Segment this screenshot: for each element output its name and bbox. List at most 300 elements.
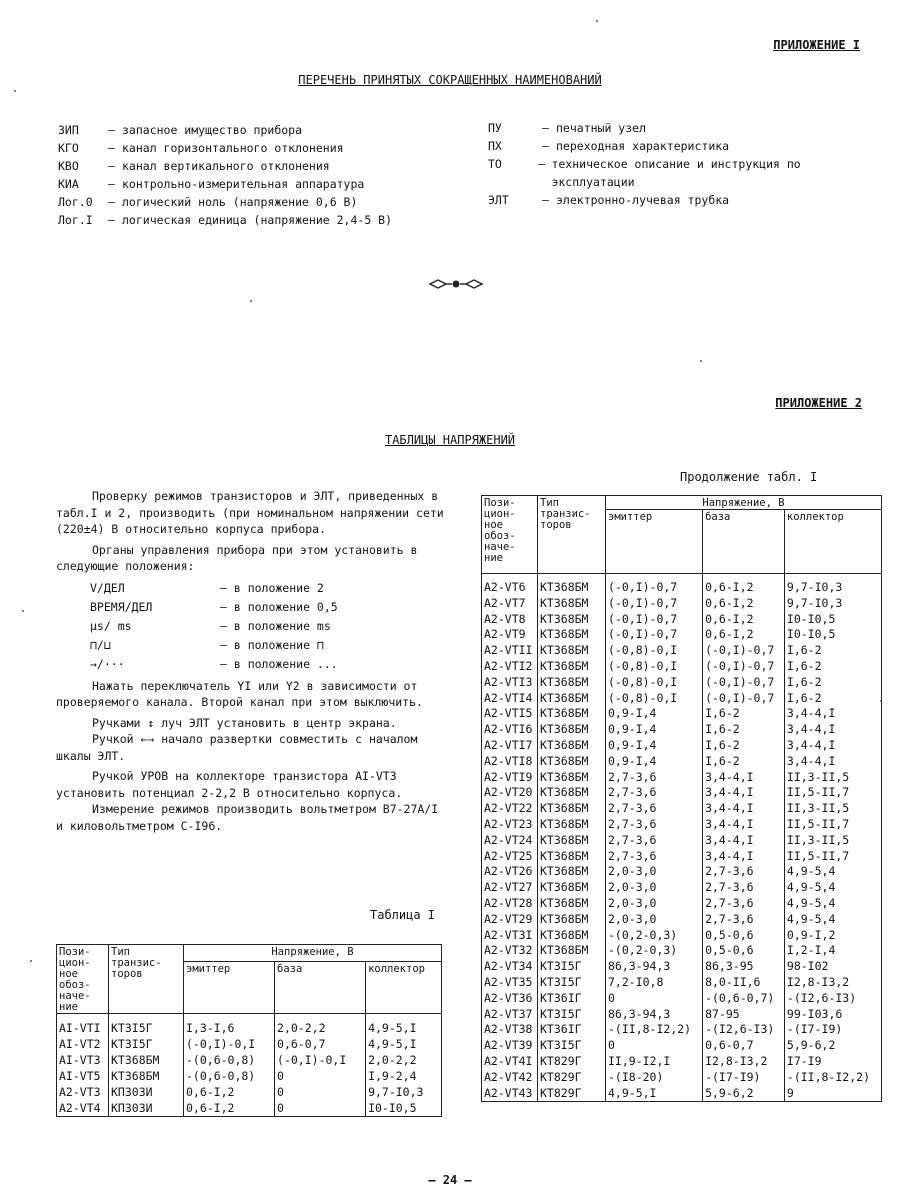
cell-type: КТ3I5Г: [538, 1007, 606, 1023]
cell-position: A2-VTI4: [482, 691, 538, 707]
cell-emitter: 86,3-94,3: [606, 1007, 703, 1023]
control-position-row: [56, 636, 446, 655]
appendix2-title: ТАБЛИЦЫ НАПРЯЖЕНИЙ: [384, 433, 516, 447]
cell-type: КТ368БМ: [109, 1068, 184, 1084]
abbr-left-row: [58, 193, 478, 211]
cell-emitter: 2,7-3,6: [606, 801, 703, 817]
header-voltage: Напряжение, В: [184, 945, 442, 962]
cell-collector: 3,4-4,I: [784, 722, 881, 738]
cell-collector: 4,9-5,4: [784, 864, 881, 880]
cell-emitter: -(0,2-0,3): [606, 928, 703, 944]
table-row: [482, 627, 882, 643]
cell-type: КТ368БМ: [538, 738, 606, 754]
cell-emitter: (-0,I)-0,7: [606, 627, 703, 643]
table-row: [482, 722, 882, 738]
abbr-right-row: [488, 191, 868, 209]
cell-position: A2-VT27: [482, 880, 538, 896]
cell-position: A2-VT9: [482, 627, 538, 643]
cell-emitter: (-0,8)-0,I: [606, 643, 703, 659]
cell-type: КТ3I5Г: [538, 959, 606, 975]
abbr-right-row: [488, 119, 868, 137]
abbr-dash: –: [108, 195, 115, 209]
table1-caption: Таблица I: [370, 908, 436, 922]
table-row: [482, 975, 882, 991]
abbr-code: КВО: [58, 159, 79, 173]
abbr-right-row: [488, 137, 868, 155]
cell-collector: II,3-II,5: [784, 833, 881, 849]
table-row: [482, 1054, 882, 1070]
header-base: база: [275, 962, 366, 1014]
cell-collector: 4,9-5,4: [784, 912, 881, 928]
cell-base: I,6-2: [703, 706, 785, 722]
cell-collector: I,6-2: [784, 691, 881, 707]
cell-emitter: 0,6-I,2: [184, 1100, 275, 1117]
cell-position: A2-VT34: [482, 959, 538, 975]
paragraph-level-knob: Ручкой УРОВ на коллекторе транзистора AI-VT3 установить потенциал 2-2,2 В относительно корпуса.: [56, 769, 403, 800]
cell-base: -(I2,6-I3): [703, 1022, 785, 1038]
cell-emitter: -(0,6-0,8): [184, 1068, 275, 1084]
cell-base: 5,9-6,2: [703, 1086, 785, 1102]
cell-base: 0: [275, 1084, 366, 1100]
cell-collector: I,9-2,4: [366, 1068, 442, 1084]
cell-base: 0,6-I,2: [703, 612, 785, 628]
abbr-description: контрольно-измерительная аппаратура: [122, 177, 365, 191]
control-name: ⊓/⊔: [90, 637, 111, 652]
cell-emitter: 2,7-3,6: [606, 770, 703, 786]
cell-emitter: 2,0-3,0: [606, 864, 703, 880]
abbr-description: электронно-лучевая трубка: [556, 193, 730, 207]
abbr-description: логическая единица (напряжение 2,4-5 В): [122, 213, 393, 227]
cell-position: A2-VT22: [482, 801, 538, 817]
cell-position: A2-VT39: [482, 1038, 538, 1054]
cell-emitter: (-0,8)-0,I: [606, 659, 703, 675]
cell-position: AI-VTI: [57, 1014, 109, 1037]
cell-collector: -(II,8-I2,2): [784, 1070, 881, 1086]
abbr-code: ЗИП: [58, 123, 79, 137]
table-row: [482, 991, 882, 1007]
instructions-text: [56, 488, 446, 834]
section-divider-ornament: [428, 276, 484, 292]
control-position: – в положение ms: [220, 618, 331, 633]
control-position: – в положение ⊓: [220, 637, 324, 652]
abbr-code: Лог.0: [58, 195, 93, 209]
cell-collector: -(I7-I9): [784, 1022, 881, 1038]
cell-emitter: (-0,8)-0,I: [606, 691, 703, 707]
cell-position: AI-VT5: [57, 1068, 109, 1084]
cell-emitter: -(II,8-I2,2): [606, 1022, 703, 1038]
cell-emitter: 0,6-I,2: [184, 1084, 275, 1100]
table-row: [482, 817, 882, 833]
header-position: Пози- цион- ное обоз- наче- ние: [482, 496, 538, 574]
cell-collector: 3,4-4,I: [784, 754, 881, 770]
table-row: [482, 1070, 882, 1086]
cell-position: A2-VT23: [482, 817, 538, 833]
table-row: [482, 596, 882, 612]
cell-collector: I,6-2: [784, 675, 881, 691]
table-row: [482, 880, 882, 896]
abbr-dash: –: [108, 123, 115, 137]
paragraph-beam-center: Ручками ↕ луч ЭЛТ установить в центр экрана.: [92, 715, 397, 730]
cell-base: 2,7-3,6: [703, 880, 785, 896]
cell-base: 3,4-4,I: [703, 770, 785, 786]
cell-base: 2,7-3,6: [703, 912, 785, 928]
cell-base: 0,6-0,7: [275, 1036, 366, 1052]
control-position-row: [56, 617, 446, 636]
table-row: [482, 849, 882, 865]
table-row: [482, 574, 882, 596]
cell-base: I2,8-I3,2: [703, 1054, 785, 1070]
cell-base: 0,5-0,6: [703, 943, 785, 959]
cell-position: A2-VTII: [482, 643, 538, 659]
abbr-dash: –: [108, 213, 115, 227]
cell-position: A2-VTI3: [482, 675, 538, 691]
cell-collector: 4,9-5,4: [784, 880, 881, 896]
cell-collector: 9,7-I0,3: [784, 574, 881, 596]
cell-type: КТ36IГ: [538, 1022, 606, 1038]
cell-emitter: 0,9-I,4: [606, 722, 703, 738]
cell-type: КТ829Г: [538, 1070, 606, 1086]
cell-position: A2-VTI2: [482, 659, 538, 675]
cell-type: КТ368БМ: [538, 706, 606, 722]
cell-emitter: 0,9-I,4: [606, 754, 703, 770]
control-position-row: [56, 579, 446, 598]
cell-position: A2-VT3I: [482, 928, 538, 944]
cell-collector: 99-I03,6: [784, 1007, 881, 1023]
cell-emitter: 2,7-3,6: [606, 833, 703, 849]
abbr-left-row: [58, 157, 478, 175]
cell-type: КТ368БМ: [538, 722, 606, 738]
table-row: [482, 1007, 882, 1023]
abbr-description: переходная характеристика: [556, 139, 730, 153]
cell-emitter: (-0,I)-0,7: [606, 612, 703, 628]
table-row: [482, 1086, 882, 1102]
cell-base: 8,0-II,6: [703, 975, 785, 991]
cell-collector: I0-I0,5: [784, 627, 881, 643]
cell-base: 0,5-0,6: [703, 928, 785, 944]
header-base: база: [703, 510, 785, 574]
cell-position: A2-VT38: [482, 1022, 538, 1038]
abbr-code: ПХ: [488, 139, 502, 153]
cell-type: КТ368БМ: [538, 643, 606, 659]
cell-collector: 4,9-5,4: [784, 896, 881, 912]
table-row: [482, 959, 882, 975]
cell-emitter: 2,7-3,6: [606, 817, 703, 833]
abbr-code: ЭЛТ: [488, 193, 509, 207]
voltage-table-1: [56, 944, 442, 1117]
cell-type: КТ368БМ: [538, 849, 606, 865]
abbr-description: канал вертикального отклонения: [122, 159, 330, 173]
cell-emitter: II,9-I2,I: [606, 1054, 703, 1070]
cell-position: A2-VT4: [57, 1100, 109, 1117]
table-row: [482, 659, 882, 675]
cell-base: (-0,I)-0,7: [703, 675, 785, 691]
header-position: Пози- цион- ное обоз- наче- ние: [57, 945, 109, 1014]
control-name: V/ДЕЛ: [90, 580, 125, 595]
cell-position: A2-VT25: [482, 849, 538, 865]
table-row: [482, 801, 882, 817]
header-collector: коллектор: [784, 510, 881, 574]
cell-base: (-0,I)-0,7: [703, 643, 785, 659]
cell-type: КТ368БМ: [538, 817, 606, 833]
abbr-left-row: [58, 139, 478, 157]
page-number: – 24 –: [428, 1173, 472, 1187]
control-position: – в положение 0,5: [220, 599, 338, 614]
table-row: [57, 1068, 442, 1084]
table1-body: [57, 1014, 442, 1117]
cell-position: A2-VT8: [482, 612, 538, 628]
cell-position: A2-VT3: [57, 1084, 109, 1100]
cell-type: КП303И: [109, 1084, 184, 1100]
table-row: [482, 864, 882, 880]
abbr-code: ПУ: [488, 121, 502, 135]
table-row: [57, 1036, 442, 1052]
cell-position: A2-VTI9: [482, 770, 538, 786]
cell-collector: 0,9-I,2: [784, 928, 881, 944]
table-row: [57, 1084, 442, 1100]
abbr-code: Лог.I: [58, 213, 93, 227]
abbr-dash: –: [108, 141, 115, 155]
cell-emitter: -(I8-20): [606, 1070, 703, 1086]
abbr-description: канал горизонтального отклонения: [122, 141, 344, 155]
abbr-code: КГО: [58, 141, 79, 155]
header-transistor-type: Тип транзис- торов: [109, 945, 184, 1014]
cell-collector: -(I2,6-I3): [784, 991, 881, 1007]
table2-body: [482, 574, 882, 1102]
cell-base: 3,4-4,I: [703, 849, 785, 865]
cell-collector: 5,9-6,2: [784, 1038, 881, 1054]
cell-type: КТ368БМ: [538, 785, 606, 801]
paragraph-sweep-start: Ручкой ←→ начало развертки совместить с началом шкалы ЭЛТ.: [56, 732, 418, 763]
table-row: [482, 612, 882, 628]
cell-base: 0,6-0,7: [703, 1038, 785, 1054]
paragraph-switch-channel: Нажать переключатель YI или Y2 в зависимости от проверяемого канала. Второй канал при этом выключить.: [56, 678, 423, 709]
cell-position: A2-VT42: [482, 1070, 538, 1086]
cell-emitter: 4,9-5,I: [606, 1086, 703, 1102]
control-name: µs/ ms: [90, 618, 132, 633]
cell-base: 2,7-3,6: [703, 896, 785, 912]
cell-collector: I,6-2: [784, 643, 881, 659]
cell-type: КП303И: [109, 1100, 184, 1117]
cell-emitter: 7,2-I0,8: [606, 975, 703, 991]
cell-emitter: 2,0-3,0: [606, 912, 703, 928]
cell-emitter: (-0,I)-0,7: [606, 596, 703, 612]
cell-emitter: (-0,I)-0,7: [606, 574, 703, 596]
table-row: [482, 1022, 882, 1038]
abbr-right-row: [488, 155, 868, 191]
cell-type: КТ368БМ: [538, 770, 606, 786]
cell-position: A2-VT4I: [482, 1054, 538, 1070]
cell-collector: I7-I9: [784, 1054, 881, 1070]
cell-type: КТ368БМ: [538, 801, 606, 817]
cell-collector: II,3-II,5: [784, 770, 881, 786]
table-row: [482, 675, 882, 691]
header-transistor-type: Тип транзис- торов: [538, 496, 606, 574]
abbr-left-row: [58, 121, 478, 139]
cell-type: КТ368БМ: [538, 659, 606, 675]
abbr-dash: –: [542, 139, 549, 153]
table-row: [482, 643, 882, 659]
cell-type: КТ3I5Г: [538, 1038, 606, 1054]
cell-type: КТ829Г: [538, 1086, 606, 1102]
cell-emitter: I,3-I,6: [184, 1014, 275, 1037]
table-row: [482, 943, 882, 959]
cell-type: КТ36IГ: [538, 991, 606, 1007]
header-emitter: эмиттер: [184, 962, 275, 1014]
abbr-dash: –: [538, 157, 546, 171]
appendix1-label: ПРИЛОЖЕНИЕ I: [773, 38, 860, 52]
header-voltage: Напряжение, В: [606, 496, 882, 510]
cell-position: A2-VT26: [482, 864, 538, 880]
cell-collector: I,2-I,4: [784, 943, 881, 959]
cell-collector: II,3-II,5: [784, 801, 881, 817]
cell-collector: 4,9-5,I: [366, 1036, 442, 1052]
cell-emitter: 2,0-3,0: [606, 896, 703, 912]
appendix1-title: ПЕРЕЧЕНЬ ПРИНЯТЫХ СОКРАЩЕННЫХ НАИМЕНОВАНИЙ: [298, 73, 602, 87]
cell-type: КТ368БМ: [538, 612, 606, 628]
cell-base: 3,4-4,I: [703, 785, 785, 801]
table-row: [482, 785, 882, 801]
table-row: [482, 738, 882, 754]
appendix2-label: ПРИЛОЖЕНИЕ 2: [775, 396, 862, 410]
cell-type: КТ368БМ: [538, 675, 606, 691]
cell-type: КТ368БМ: [538, 833, 606, 849]
cell-base: 86,3-95: [703, 959, 785, 975]
abbr-left-row: [58, 175, 478, 193]
paragraph-controls-intro: Органы управления прибора при этом установить в следующие положения:: [56, 542, 418, 573]
cell-base: (-0,I)-0,I: [275, 1052, 366, 1068]
abbreviations-left-list: [58, 121, 478, 229]
cell-base: 0: [275, 1068, 366, 1084]
cell-position: AI-VT2: [57, 1036, 109, 1052]
voltage-table-1-continued: [481, 495, 882, 1102]
table-row: [482, 754, 882, 770]
abbr-left-row: [58, 211, 478, 229]
cell-emitter: 2,0-3,0: [606, 880, 703, 896]
abbr-dash: –: [542, 121, 549, 135]
cell-base: (-0,I)-0,7: [703, 659, 785, 675]
cell-base: 3,4-4,I: [703, 817, 785, 833]
cell-position: A2-VTI8: [482, 754, 538, 770]
cell-collector: I0-I0,5: [366, 1100, 442, 1117]
cell-type: КТ368БМ: [538, 574, 606, 596]
cell-type: КТ3I5Г: [538, 975, 606, 991]
cell-position: A2-VT29: [482, 912, 538, 928]
cell-emitter: (-0,8)-0,I: [606, 675, 703, 691]
table-row: [482, 928, 882, 944]
cell-base: I,6-2: [703, 738, 785, 754]
cell-base: 0,6-I,2: [703, 596, 785, 612]
cell-collector: 9: [784, 1086, 881, 1102]
cell-base: 0,6-I,2: [703, 574, 785, 596]
cell-base: 0: [275, 1100, 366, 1117]
cell-collector: I,6-2: [784, 659, 881, 675]
control-name: ВРЕМЯ/ДЕЛ: [90, 599, 153, 614]
control-position-row: [56, 598, 446, 617]
table-row: [482, 770, 882, 786]
cell-collector: 98-I02: [784, 959, 881, 975]
control-position: – в положение ...: [220, 656, 338, 671]
cell-base: (-0,I)-0,7: [703, 691, 785, 707]
control-name: →/···: [90, 656, 125, 671]
cell-collector: 3,4-4,I: [784, 706, 881, 722]
cell-position: A2-VT6: [482, 574, 538, 596]
cell-base: I,6-2: [703, 722, 785, 738]
control-position: – в положение 2: [220, 580, 324, 595]
table-row: [482, 896, 882, 912]
cell-emitter: (-0,I)-0,I: [184, 1036, 275, 1052]
cell-position: A2-VTI6: [482, 722, 538, 738]
abbr-code: ТО: [488, 157, 502, 171]
cell-base: 0,6-I,2: [703, 627, 785, 643]
cell-type: КТ368БМ: [538, 754, 606, 770]
cell-type: КТ368БМ: [538, 912, 606, 928]
abbr-description: техническое описание и инструкция по эксплуатации: [551, 157, 801, 189]
cell-type: КТ368БМ: [109, 1052, 184, 1068]
table-row: [57, 1052, 442, 1068]
cell-base: -(I7-I9): [703, 1070, 785, 1086]
abbr-dash: –: [542, 193, 549, 207]
paragraph-measure-instruments: Измерение режимов производить вольтметром В7-27А/I и киловольтметром С-I96.: [56, 802, 439, 833]
cell-type: КТ3I5Г: [109, 1036, 184, 1052]
abbr-description: логический ноль (напряжение 0,6 В): [122, 195, 358, 209]
cell-type: КТ368БМ: [538, 627, 606, 643]
cell-collector: II,5-II,7: [784, 785, 881, 801]
cell-base: 2,0-2,2: [275, 1014, 366, 1037]
cell-emitter: 0,9-I,4: [606, 738, 703, 754]
cell-emitter: -(0,2-0,3): [606, 943, 703, 959]
cell-position: A2-VT28: [482, 896, 538, 912]
cell-collector: 3,4-4,I: [784, 738, 881, 754]
cell-emitter: -(0,6-0,8): [184, 1052, 275, 1068]
cell-type: КТ368БМ: [538, 880, 606, 896]
cell-position: A2-VT24: [482, 833, 538, 849]
cell-position: A2-VT43: [482, 1086, 538, 1102]
cell-position: A2-VT37: [482, 1007, 538, 1023]
cell-collector: 4,9-5,I: [366, 1014, 442, 1037]
cell-position: A2-VT35: [482, 975, 538, 991]
cell-collector: 9,7-I0,3: [784, 596, 881, 612]
cell-emitter: 2,7-3,6: [606, 849, 703, 865]
cell-type: КТ368БМ: [538, 596, 606, 612]
table1-continuation-caption: Продолжение табл. I: [680, 470, 818, 484]
table-row: [482, 1038, 882, 1054]
cell-base: 3,4-4,I: [703, 833, 785, 849]
cell-position: A2-VTI7: [482, 738, 538, 754]
table-row: [482, 691, 882, 707]
controls-positions-list: [56, 579, 446, 674]
header-collector: коллектор: [366, 962, 442, 1014]
cell-collector: I0-I0,5: [784, 612, 881, 628]
cell-type: КТ3I5Г: [109, 1014, 184, 1037]
table-row: [57, 1014, 442, 1037]
cell-type: КТ368БМ: [538, 691, 606, 707]
cell-base: 2,7-3,6: [703, 864, 785, 880]
cell-collector: II,5-II,7: [784, 849, 881, 865]
cell-emitter: 0: [606, 991, 703, 1007]
cell-type: КТ368БМ: [538, 864, 606, 880]
cell-type: КТ368БМ: [538, 928, 606, 944]
cell-position: AI-VT3: [57, 1052, 109, 1068]
cell-position: A2-VT20: [482, 785, 538, 801]
cell-emitter: 0: [606, 1038, 703, 1054]
cell-collector: 2,0-2,2: [366, 1052, 442, 1068]
cell-collector: II,5-II,7: [784, 817, 881, 833]
cell-type: КТ368БМ: [538, 896, 606, 912]
cell-base: -(0,6-0,7): [703, 991, 785, 1007]
cell-emitter: 2,7-3,6: [606, 785, 703, 801]
cell-base: I,6-2: [703, 754, 785, 770]
cell-base: 87-95: [703, 1007, 785, 1023]
